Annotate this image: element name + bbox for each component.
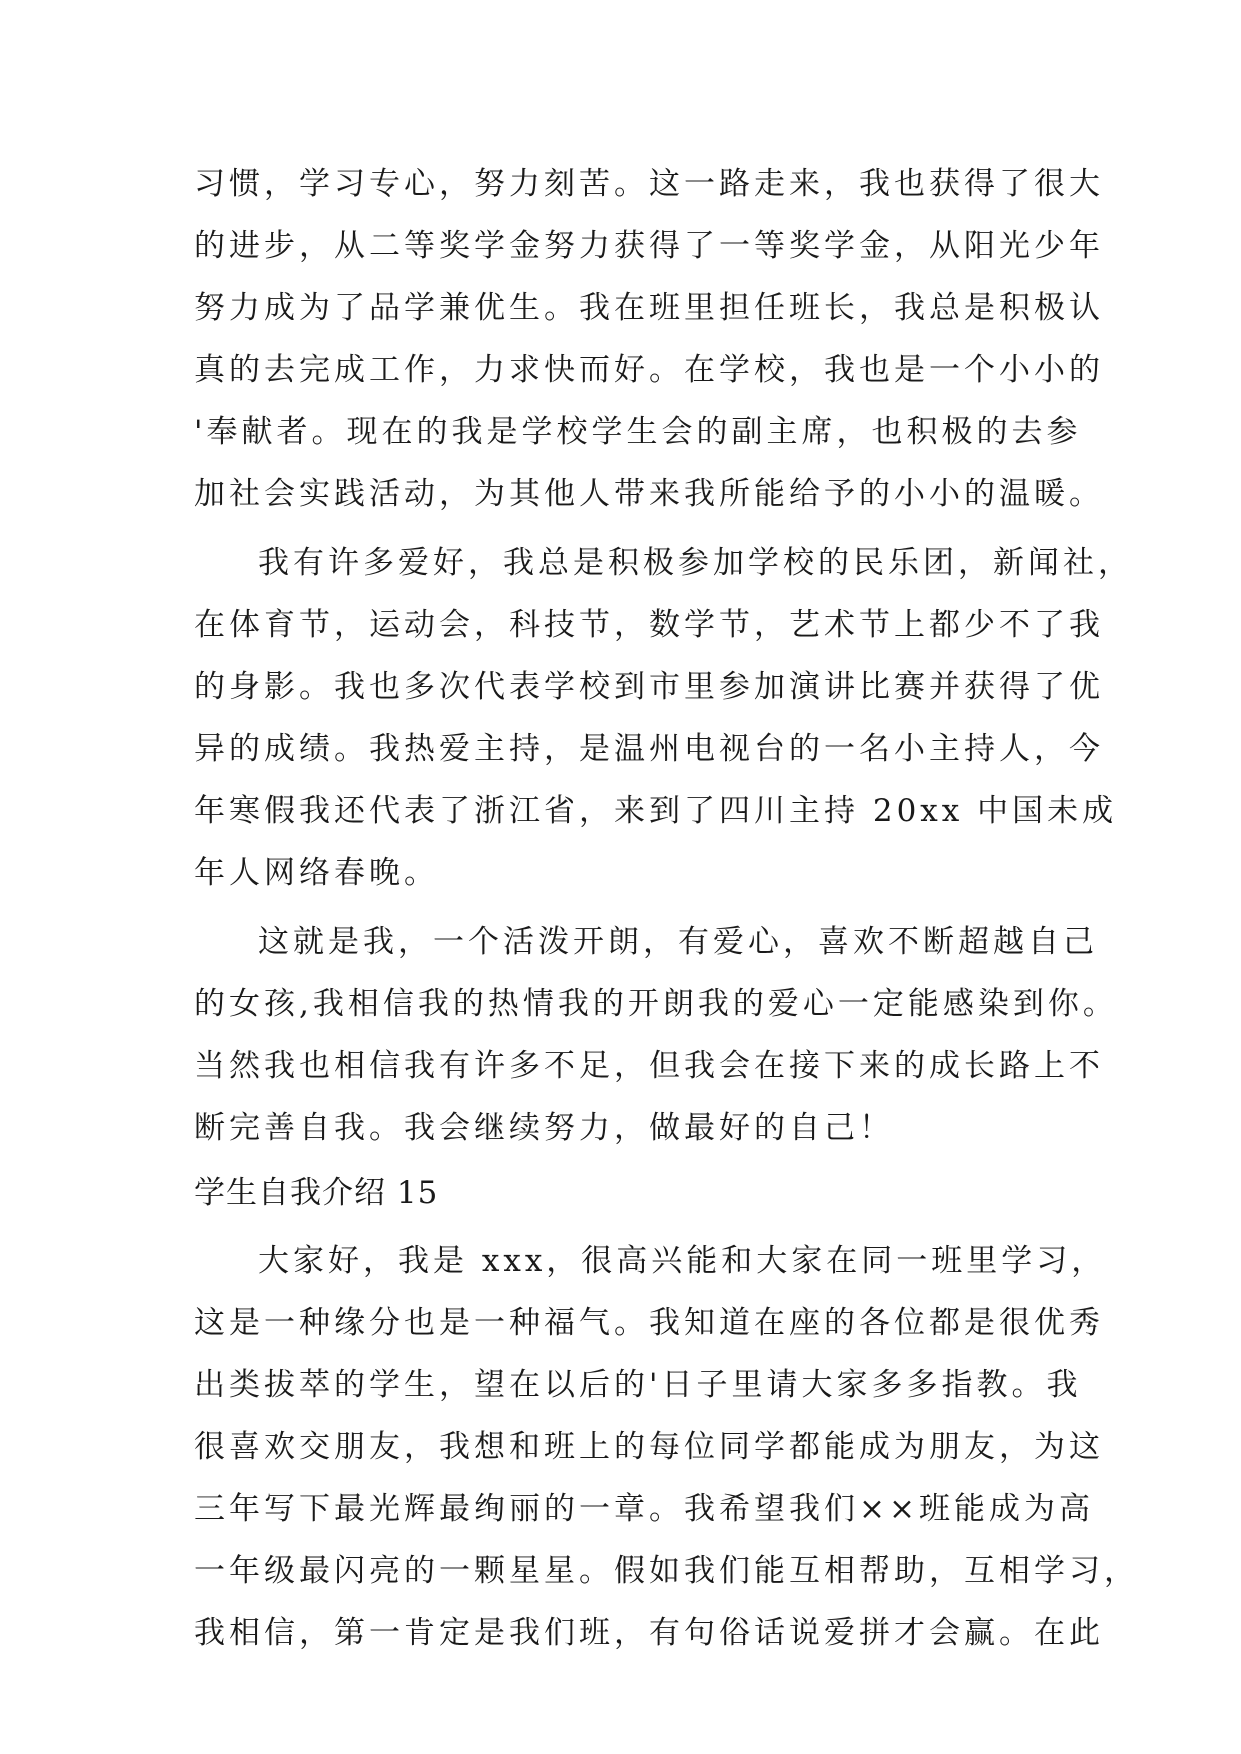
text-line: 很喜欢交朋友，我想和班上的每位同学都能成为朋友，为这 [194, 1429, 1104, 1465]
text-line: 年寒假我还代表了浙江省，来到了四川主持 20xx 中国未成 [194, 793, 1118, 829]
text-line: 习惯，学习专心，努力刻苦。这一路走来，我也获得了很大 [194, 166, 1104, 202]
text-line: 三年写下最光辉最绚丽的一章。我希望我们××班能成为高 [194, 1491, 1094, 1527]
text-line: 的身影。我也多次代表学校到市里参加演讲比赛并获得了优 [194, 669, 1104, 705]
section-heading: 学生自我介绍 15 [194, 1175, 439, 1211]
paragraph-first-line: 我有许多爱好，我总是积极参加学校的民乐团，新闻社， [258, 545, 1133, 581]
text-line: 异的成绩。我热爱主持，是温州电视台的一名小主持人，今 [194, 731, 1104, 767]
text-line: 加社会实践活动，为其他人带来我所能给予的小小的温暖。 [194, 476, 1104, 512]
text-line: 一年级最闪亮的一颗星星。假如我们能互相帮助，互相学习， [194, 1553, 1139, 1589]
text-line: 当然我也相信我有许多不足，但我会在接下来的成长路上不 [194, 1048, 1104, 1084]
text-line: 的女孩,我相信我的热情我的开朗我的爱心一定能感染到你。 [194, 986, 1118, 1022]
text-line: 努力成为了品学兼优生。我在班里担任班长，我总是积极认 [194, 290, 1104, 326]
text-line: 在体育节，运动会，科技节，数学节，艺术节上都少不了我 [194, 607, 1104, 643]
text-line: 的进步，从二等奖学金努力获得了一等奖学金，从阳光少年 [194, 228, 1104, 264]
text-line: 断完善自我。我会继续努力，做最好的自己！ [194, 1110, 894, 1146]
text-line: 这是一种缘分也是一种福气。我知道在座的各位都是很优秀 [194, 1305, 1104, 1341]
paragraph-first-line: 大家好，我是 xxx，很高兴能和大家在同一班里学习， [258, 1243, 1107, 1279]
text-line: 真的去完成工作，力求快而好。在学校，我也是一个小小的 [194, 352, 1104, 388]
text-line: '奉献者。现在的我是学校学生会的副主席，也积极的去参 [194, 414, 1082, 450]
text-line: 出类拔萃的学生，望在以后的'日子里请大家多多指教。我 [194, 1367, 1082, 1403]
text-line: 年人网络春晚。 [194, 855, 439, 891]
text-line: 我相信，第一肯定是我们班，有句俗话说爱拼才会赢。在此 [194, 1615, 1104, 1651]
paragraph-first-line: 这就是我，一个活泼开朗，有爱心，喜欢不断超越自己 [258, 924, 1098, 960]
